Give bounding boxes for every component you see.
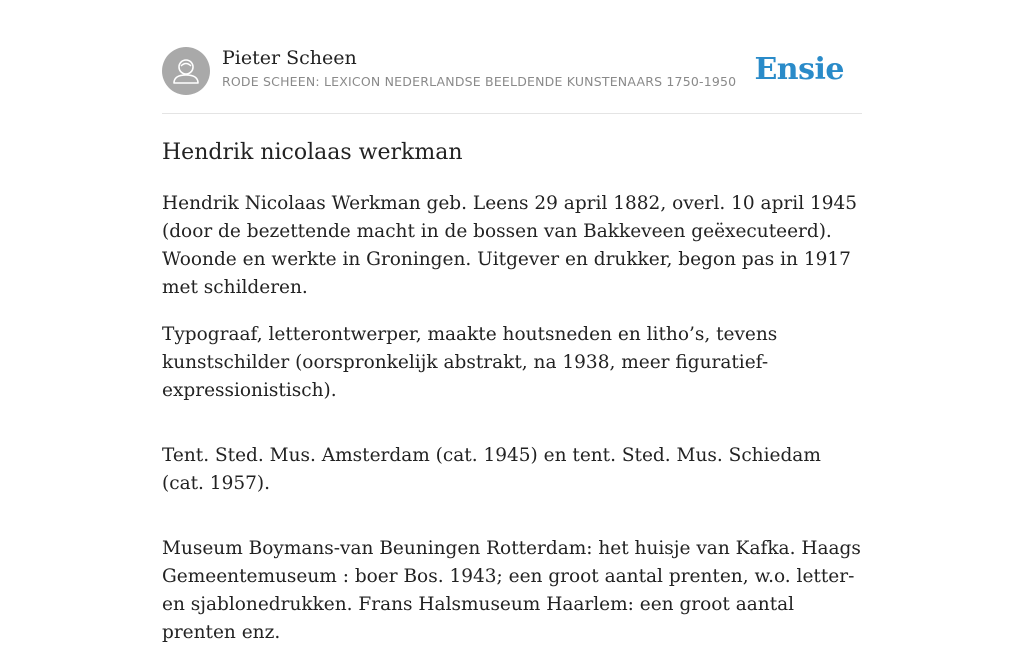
author-name[interactable]: Pieter Scheen: [222, 47, 357, 69]
article-title: Hendrik nicolaas werkman: [162, 140, 463, 165]
header-divider: [162, 113, 862, 114]
article-body: [162, 190, 862, 666]
user-silhouette-icon: [162, 47, 210, 95]
author-header: [162, 46, 862, 96]
ensie-logo[interactable]: Ensie: [754, 52, 844, 87]
article-paragraph: Typograaf, letterontwerper, maakte houtsneden en litho’s, tevens kunstschilder (oorspronkelijk abstrakt, na 1938, meer figuratief-expressionistisch).: [162, 324, 778, 401]
avatar[interactable]: [162, 47, 210, 95]
article-paragraph: Hendrik Nicolaas Werkman geb. Leens 29 april 1882, overl. 10 april 1945 (door de bezettende macht in de bossen van Bakkeveen geëxecuteerd). Woonde en werkte in Groningen. Uitgever en drukker, begon pas in 1917 met schilderen.: [162, 193, 858, 298]
article-paragraph: Museum Boymans-van Beuningen Rotterdam: het huisje van Kafka. Haags Gemeentemuseum : boer Bos. 1943; een groot aantal prenten, w.o. letter- en sjablonedrukken. Frans Halsmuseum Haarlem: een groot aantal prenten enz.: [162, 538, 861, 643]
article-paragraph: Tent. Sted. Mus. Amsterdam (cat. 1945) en tent. Sted. Mus. Schiedam (cat. 1957).: [162, 445, 821, 494]
source-title[interactable]: RODE SCHEEN: LEXICON NEDERLANDSE BEELDENDE KUNSTENAARS 1750-1950: [222, 74, 737, 89]
